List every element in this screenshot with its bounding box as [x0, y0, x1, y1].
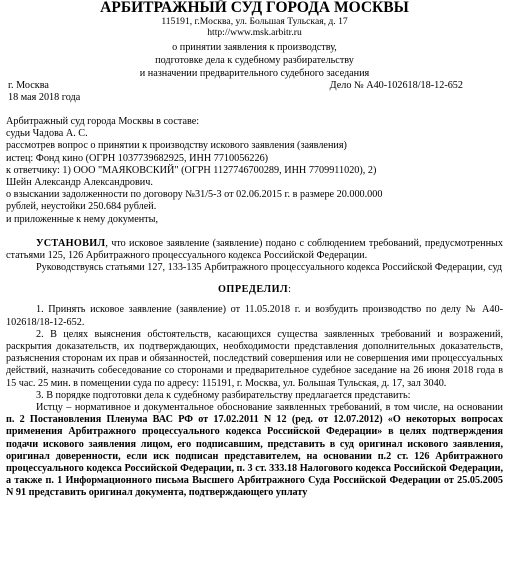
intro-line: и приложенные к нему документы, — [6, 213, 159, 225]
item-4-text: Истцу – нормативное и документальное обоснование заявленных требований, в том числе, на основании — [36, 402, 503, 414]
city-case-row — [6, 80, 503, 92]
intro-line: к ответчику: 1) ООО "МАЯКОВСКИЙ" (ОГРН 1127746700289, ИНН 7709911020), 2) — [6, 164, 377, 176]
intro-line: судьи Чадова А. С. — [6, 128, 88, 140]
intro-line: Арбитражный суд города Москвы в составе: — [6, 116, 200, 127]
ustanovil-paragraph — [6, 238, 503, 262]
opredelil-keyword: ОПРЕДЕЛИЛ — [218, 284, 289, 296]
opredelil-heading — [6, 284, 503, 296]
intro-line: Шейн Александр Александрович. — [6, 177, 153, 189]
city: г. Москва — [8, 80, 49, 91]
subject-line: подготовке дела к судебному разбирательству — [155, 55, 354, 66]
intro-line: о взыскании задолженности по договору №31/5-3 от 02.06.2015 г. в размере 20.000.000 — [6, 189, 383, 201]
intro-line: истец: Фонд кино (ОГРН 1037739682925, ИНН 7710056226) — [6, 152, 269, 164]
court-address: 115191, г.Москва, ул. Большая Тульская, д. 17 — [161, 16, 348, 27]
opredelil-suffix: : — [288, 284, 291, 296]
court-website: http://www.msk.arbitr.ru — [207, 27, 302, 38]
item-4-bold-text: п. 2 Постановления Пленума ВАС РФ от 17.02.2011 N 12 (ред. от 12.07.2012) «О некоторых вопросах применения Арбитражного процессуального кодекса Российской Федерации» в целях подтверждения подачи искового заявления лицом, его подписавшим, представить в суд оригинал искового заявления, оригинал доверенности, если иск подписан представителем, на основании п.2 ст. 126 Арбитражного процессуального кодекса Российской Федерации, п. 3 ст. 333.18 Налогового кодекса Российской Федерации, а также п. 1 Информационного письма Высшего Арбитражного Суда Российской Федерации от 25.05.2005 N 91 представить оригинал документа, подтверждающего уплату — [6, 414, 503, 499]
intro-block — [6, 116, 503, 226]
ruling-subject — [6, 41, 503, 80]
court-name: АРБИТРАЖНЫЙ СУД ГОРОДА МОСКВЫ — [100, 0, 409, 16]
intro-line: рассмотрев вопрос о принятии к производству искового заявления (заявления) — [6, 140, 347, 152]
ustanovil-text: , что исковое заявление (заявление) подано с соблюдением требований, предусмотренных статьями 125, 126 Арбитражного процессуального кодекса Российской Федерации. — [6, 237, 503, 262]
ruling-date: 18 мая 2018 года — [8, 92, 81, 103]
case-number: Дело № А40-102618/18-12-652 — [329, 80, 463, 91]
subject-line: и назначении предварительного судебного заседания — [139, 68, 370, 79]
intro-line: рублей, неустойки 250.684 рублей. — [6, 201, 157, 213]
subject-line: о принятии заявления к производству, — [172, 42, 337, 53]
ruling-item-2: 2. В целях выяснения обстоятельств, касающихся существа заявленных требований и возражений, раскрытия доказательств, их подтверждающих, необходимости представления дополнительных доказательств, разъяснения сторонам их прав и обязанностей, последствий совершения или не совершения ими процессуальных действий, назначить собеседование со сторонами и предварительное судебное заседание на 26 июня 2018 года в 15 час. 25 мин. в помещении суда по адресу: 115191, г. Москва, ул. Большая Тульская, д. 17, зал 3040. — [6, 328, 503, 389]
ruling-item-1: 1. Принять исковое заявление (заявление) от 11.05.2018 г. и возбудить производство по делу № А40-102618/18-12-652. — [6, 304, 503, 328]
ruling-item-4 — [6, 402, 503, 500]
guided-by-paragraph: Руководствуясь статьями 127, 133-135 Арбитражного процессуального кодекса Российской Федерации, суд — [36, 262, 503, 274]
ustanovil-keyword: УСТАНОВИЛ — [36, 237, 106, 249]
ruling-item-3: 3. В порядке подготовки дела к судебному разбирательству предлагается представить: — [36, 389, 411, 401]
